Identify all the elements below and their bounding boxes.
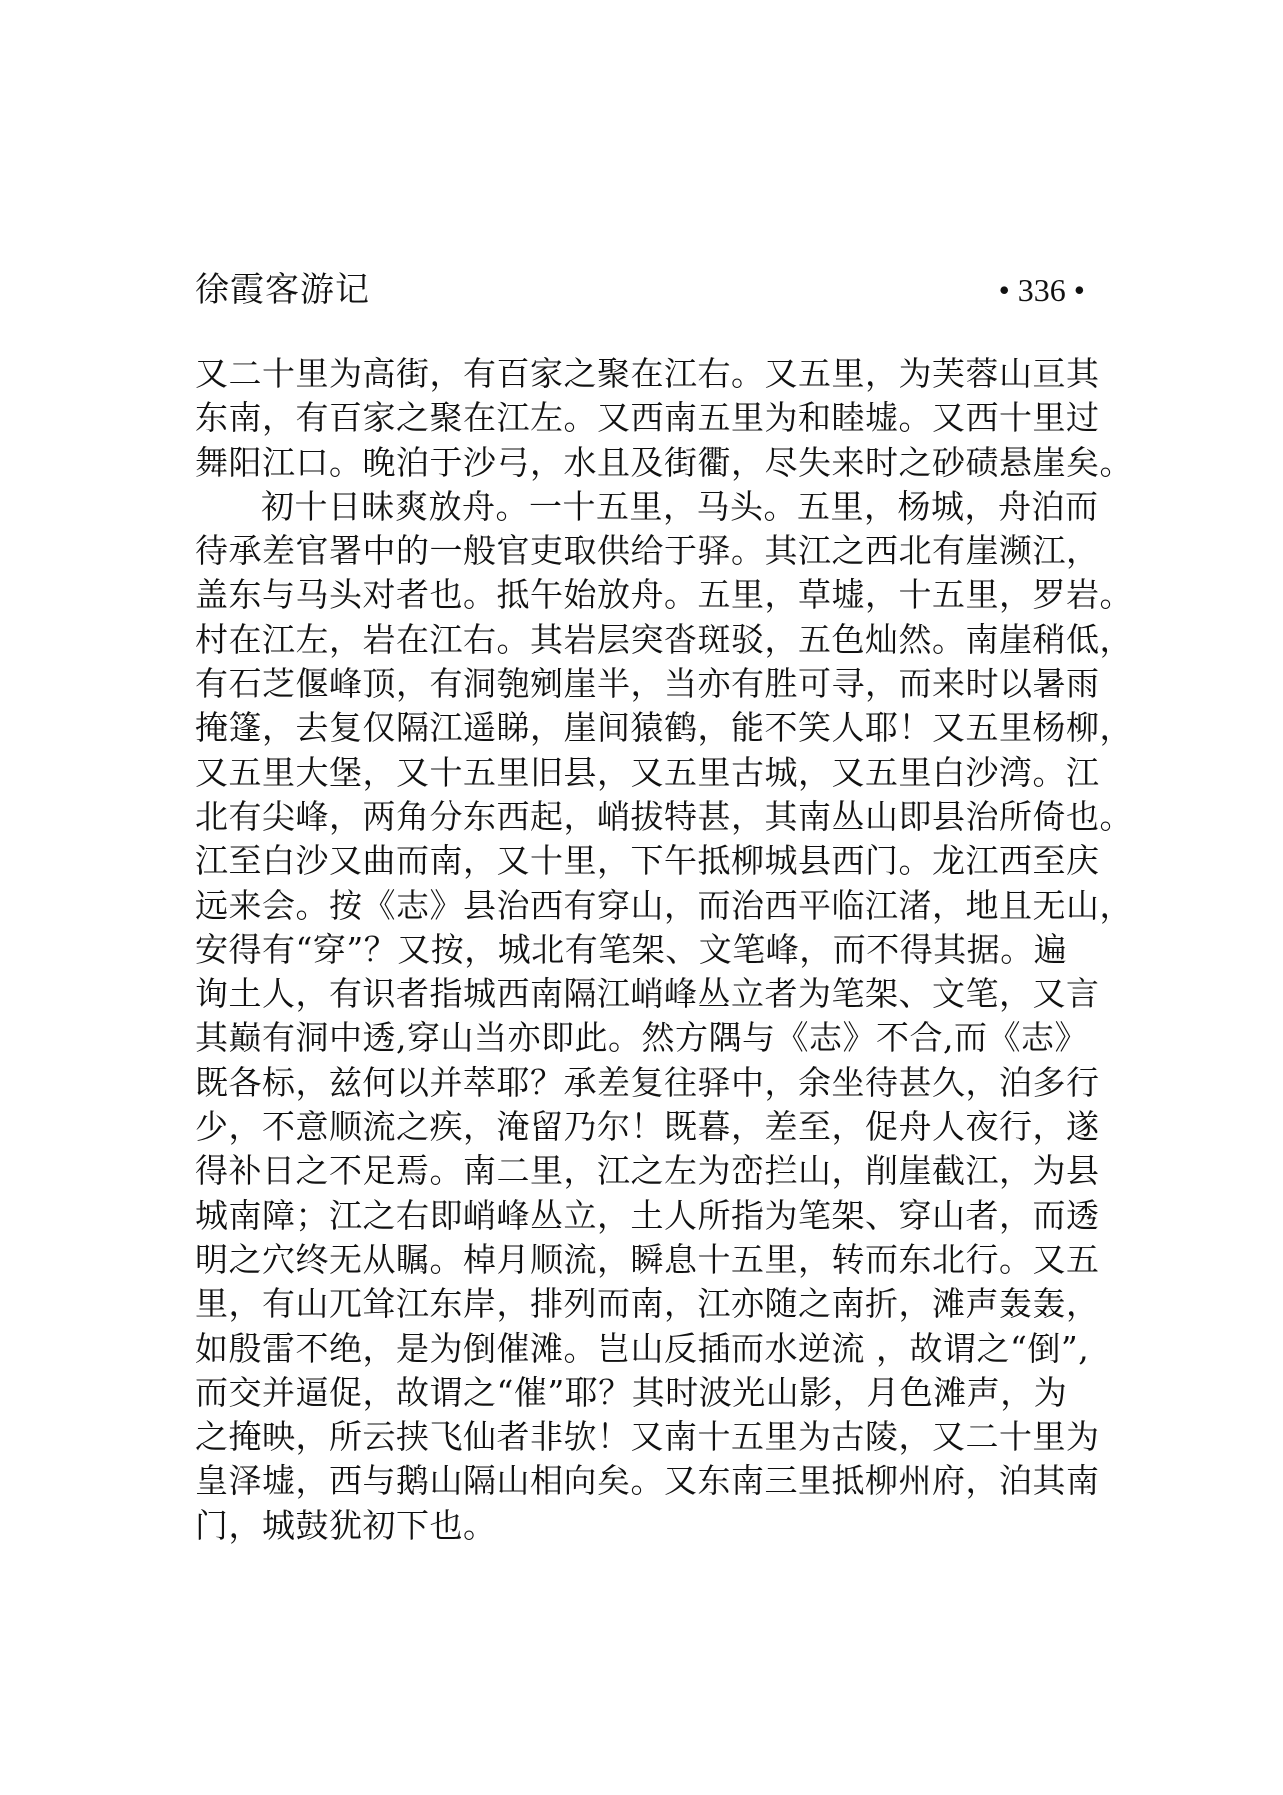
text-line: 北有尖峰，两角分东西起，峭拔特甚，其南丛山即县治所倚也。 [195,796,1133,836]
text-line: 江至白沙又曲而南，又十里，下午抵柳城县西门。龙江西至庆 [195,841,1100,881]
text-line: 皇泽墟，西与鹅山隔山相向矣。又东南三里抵柳州府，泊其南 [195,1461,1100,1501]
text-line: 远来会。按《志》县治西有穿山，而治西平临江渚，地且无山， [195,885,1133,925]
page-number: • 336 • [998,272,1085,308]
text-line: 舞阳江口。晚泊于沙弓，水且及街衢，尽失来时之砂碛悬崖矣。 [195,442,1133,482]
text-line: 村在江左，岩在江右。其岩层突沓斑驳，五色灿然。南崖稍低， [195,619,1133,659]
text-line: 又五里大堡，又十五里旧县，又五里古城，又五里白沙湾。江 [195,752,1100,792]
text-line: 又二十里为高街，有百家之聚在江右。又五里，为芙蓉山亘其 [195,354,1100,393]
text-line: 之掩映，所云挟飞仙者非欤！又南十五里为古陵，又二十里为 [195,1417,1100,1457]
text-line: 待承差官署中的一般官吏取供给于驿。其江之西北有崖濒江， [195,531,1100,571]
text-line: 盖东与马头对者也。抵午始放舟。五里，草墟，十五里，罗岩。 [195,575,1133,615]
text-line: 其巅有洞中透,穿山当亦即此。然方隅与《志》不合,而《志》 [195,1018,1088,1058]
running-header [195,268,1085,312]
body-text [195,352,1133,1548]
text-line: 得补日之不足焉。南二里，江之左为峦拦山，削崖截江，为县 [195,1151,1100,1191]
text-line: 东南，有百家之聚在江左。又西南五里为和睦墟。又西十里过 [195,398,1100,438]
text-line: 掩篷，去复仅隔江遥睇，崖间猿鹤，能不笑人耶！又五里杨柳， [195,708,1133,748]
text-line: 如殷雷不绝，是为倒催滩。岂山反插而水逆流 ，故谓之“倒”, [195,1328,1090,1368]
book-title: 徐霞客游记 [195,270,370,310]
text-line: 城南障；江之右即峭峰丛立，土人所指为笔架、穿山者，而透 [195,1195,1100,1235]
text-line: 既各标，兹何以并萃耶？承差复往驿中，余坐待甚久，泊多行 [195,1062,1100,1102]
text-line: 询土人，有识者指城西南隔江峭峰丛立者为笔架、文笔，又言 [195,974,1100,1014]
text-line: 有石芝偃峰顶，有洞匏剜崖半，当亦有胜可寻，而来时以暑雨 [195,664,1100,704]
text-line: 安得有“穿”？又按，城北有笔架、文笔峰，而不得其据。遍 [195,929,1068,969]
text-line: 而交并逼促，故谓之“催”耶？其时波光山影，月色滩声，为 [195,1372,1068,1412]
text-line: 明之穴终无从瞩。棹月顺流，瞬息十五里，转而东北行。又五 [195,1239,1100,1279]
text-line: 少，不意顺流之疾，淹留乃尔！既暮，差至，促舟人夜行，遂 [195,1107,1100,1147]
text-line: 里，有山兀耸江东岸，排列而南，江亦随之南折，滩声轰轰， [195,1284,1100,1324]
text-line: 门，城鼓犹初下也。 [195,1505,497,1545]
paragraph-start-line: 初十日昧爽放舟。一十五里，马头。五里，杨城，舟泊而 [261,486,1099,526]
